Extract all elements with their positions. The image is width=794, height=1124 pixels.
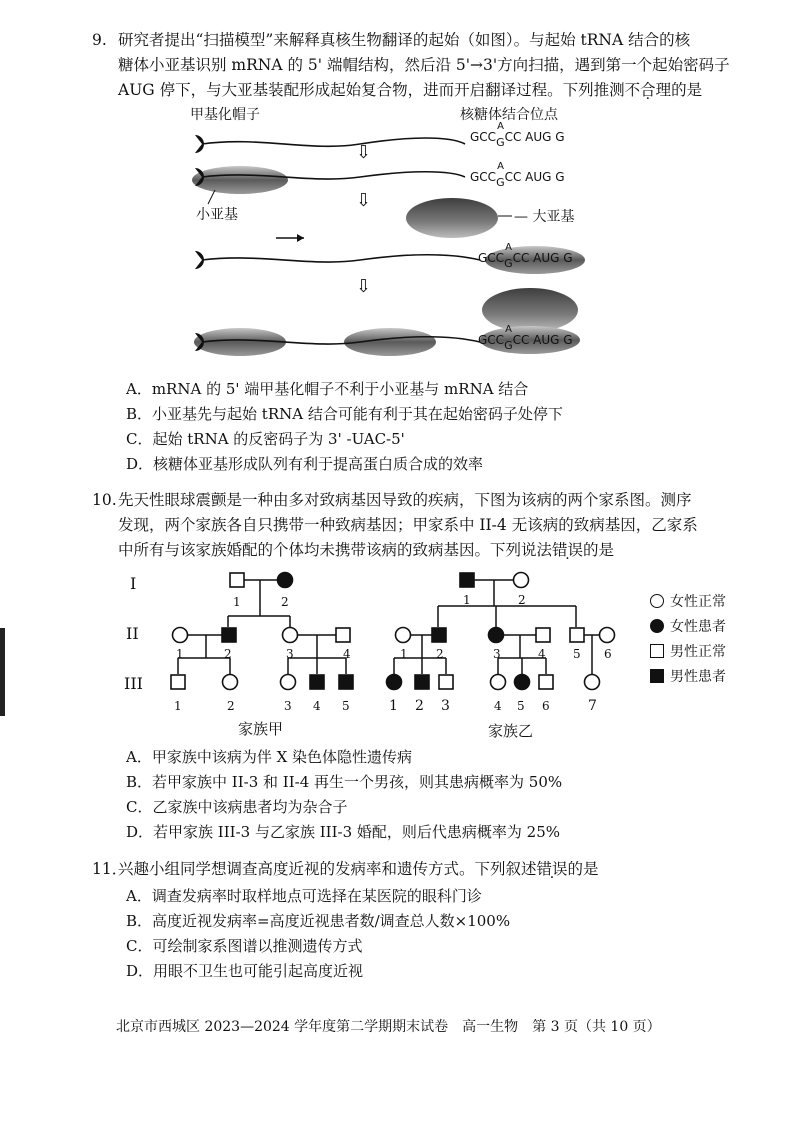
q9-option-c: C．起始 tRNA 的反密码子为 3' -UAC-5' — [126, 430, 405, 448]
svg-text:4: 4 — [343, 647, 351, 661]
step-arrow-1: ⇩ — [356, 142, 372, 163]
methyl-cap-label: 甲基化帽子 — [190, 107, 260, 123]
svg-text:1: 1 — [176, 647, 184, 661]
b-II-4-male-normal — [536, 628, 550, 642]
legend-male-normal: 男性正常 — [670, 644, 726, 660]
a-III-2-female-normal — [223, 675, 238, 690]
a-III-3-female-normal — [281, 675, 296, 690]
b-III-2-male-affected — [415, 675, 429, 689]
svg-text:4: 4 — [313, 699, 321, 713]
svg-text:2: 2 — [518, 593, 526, 607]
b-III-1-female-affected — [387, 675, 402, 690]
a-III-1-male-normal — [171, 675, 185, 689]
female-affected-icon — [650, 619, 664, 633]
question-9-line-2: 糖体小亚基识别 mRNA 的 5' 端帽结构，然后沿 5'→3'方向扫描，遇到第一个起始密码子 — [118, 56, 730, 74]
a-II-4-male-normal — [336, 628, 350, 642]
question-10-line-3: 中所有与该家族婚配的个体均未携带该病的致病基因。下列说法错误的是 — [118, 541, 615, 559]
small-subunit-label: 小亚基 — [196, 207, 238, 223]
q10-option-b: B．若甲家族中 II-3 和 II-4 再生一个男孩，则其患病概率为 50% — [126, 773, 563, 791]
svg-text:3: 3 — [286, 647, 294, 661]
a-III-5-male-affected — [339, 675, 353, 689]
mrna-strand — [202, 138, 465, 146]
b-III-6-male-normal — [539, 675, 553, 689]
svg-text:1: 1 — [463, 593, 471, 607]
svg-text:5: 5 — [573, 647, 581, 661]
svg-text:1: 1 — [389, 698, 398, 714]
question-10-number: 10. — [92, 491, 117, 509]
b-III-7-female-normal — [585, 675, 600, 690]
q11-option-d: D．用眼不卫生也可能引起高度近视 — [126, 962, 364, 980]
legend-female-affected: 女性患者 — [670, 619, 726, 635]
a-II-1-female-normal — [173, 628, 188, 643]
svg-text:3: 3 — [441, 698, 450, 714]
q10-option-c: C．乙家族中该病患者均为杂合子 — [126, 798, 348, 816]
legend-female-normal: 女性正常 — [670, 594, 726, 610]
sequence-label-row-4: GCC A GCC AUG G — [478, 324, 573, 352]
pedigree-svg — [160, 560, 640, 720]
sequence-label-row-2: GCC A GCC AUG G — [470, 161, 565, 189]
small-subunit-pointer — [208, 190, 215, 204]
a-I-1-male-normal — [230, 573, 244, 587]
svg-text:4: 4 — [494, 699, 502, 713]
svg-text:2: 2 — [224, 647, 232, 661]
b-I-1-male-affected — [460, 573, 474, 587]
question-11-line-1: 兴趣小组同学想调查高度近视的发病率和遗传方式。下列叙述错误的是 — [118, 860, 599, 878]
svg-text:1: 1 — [233, 595, 241, 609]
small-subunit-shape — [192, 166, 288, 194]
svg-text:1: 1 — [174, 699, 182, 713]
large-subunit-shape — [406, 198, 498, 238]
b-II-5-male-normal — [570, 628, 584, 642]
q11-option-b: B．高度近视发病率=高度近视患者数/调查总人数×100% — [126, 912, 511, 930]
svg-text:6: 6 — [542, 699, 550, 713]
family-b-label: 家族乙 — [488, 722, 534, 740]
svg-text:3: 3 — [284, 699, 292, 713]
svg-text:7: 7 — [588, 698, 597, 714]
b-III-5-female-affected — [515, 675, 530, 690]
svg-text:1: 1 — [400, 647, 408, 661]
q9-option-a: A．mRNA 的 5' 端甲基化帽子不利于小亚基与 mRNA 结合 — [126, 380, 529, 398]
question-10-line-1: 先天性眼球震颤是一种由多对致病基因导致的疾病，下图为该病的两个家系图。测序 — [118, 491, 692, 509]
svg-text:6: 6 — [604, 647, 612, 661]
male-normal-icon — [650, 644, 664, 658]
ribosome-binding-site-label: 核糖体结合位点 — [460, 107, 558, 123]
generation-label-3: III — [124, 674, 143, 693]
svg-text:2: 2 — [415, 698, 424, 714]
row-2-mrna — [192, 166, 465, 204]
scan-direction-arrow — [297, 234, 304, 242]
question-10-line-2: 发现，两个家族各自只携带一种致病基因；甲家系中 II-4 无该病的致病基因，乙家系 — [118, 516, 698, 534]
q10-option-a: A．甲家族中该病为伴 X 染色体隐性遗传病 — [126, 748, 413, 766]
page-footer: 北京市西城区 2023—2024 学年度第二学期期末试卷 高一生物 第 3 页（共 10 页） — [116, 1019, 661, 1035]
question-11-number: 11． — [92, 860, 128, 878]
b-III-4-female-normal — [491, 675, 506, 690]
mrna-strand — [202, 255, 480, 262]
female-normal-icon — [650, 594, 664, 608]
question-11-emphasis: 错误 — [536, 860, 568, 878]
a-I-2-female-affected — [278, 573, 293, 588]
question-9-line-3 — [118, 78, 702, 102]
legend-male-affected: 男性患者 — [670, 669, 726, 685]
sequence-label-row-3: GCC A GCC AUG G — [478, 242, 573, 270]
step-arrow-3: ⇩ — [356, 276, 372, 297]
b-II-1-female-normal — [396, 628, 411, 643]
generation-label-2: II — [126, 624, 139, 643]
a-III-4-male-affected — [310, 675, 324, 689]
svg-text:2: 2 — [436, 647, 444, 661]
svg-text:5: 5 — [517, 699, 525, 713]
generation-label-1: I — [130, 574, 137, 593]
q10-option-d: D．若甲家族 III-3 与乙家族 III-3 婚配，则后代患病概率为 25% — [126, 823, 560, 841]
family-a-label: 家族甲 — [238, 720, 284, 738]
step-arrow-2: ⇩ — [356, 190, 372, 211]
svg-text:2: 2 — [227, 699, 235, 713]
svg-text:3: 3 — [493, 647, 501, 661]
question-9-line-3-text: AUG 停下，与大亚基装配形成起始复合物，进而开启翻译过程。下列推测 — [118, 81, 625, 99]
q9-option-b: B．小亚基先与起始 tRNA 结合可能有利于其在起始密码子处停下 — [126, 405, 563, 423]
b-II-3-female-affected — [489, 628, 504, 643]
svg-text:2: 2 — [281, 595, 289, 609]
row-1-mrna — [195, 135, 465, 153]
sequence-label-row-1: GCC A GCC AUG G — [470, 121, 565, 149]
q11-option-a: A．调查发病率时取样地点可选择在某医院的眼科门诊 — [126, 887, 482, 905]
question-9-line-3-tail: 的是 — [671, 81, 703, 99]
b-I-2-female-normal — [514, 573, 529, 588]
male-affected-icon — [650, 669, 664, 683]
a-II-3-female-normal — [283, 628, 298, 643]
question-9-line-1: 研究者提出“扫描模型”来解释真核生物翻译的起始（如图）。与起始 tRNA 结合的核 — [118, 31, 691, 49]
large-subunit-label: — 大亚基 — [514, 209, 575, 225]
svg-text:5: 5 — [342, 699, 350, 713]
question-10-emphasis: 错误 — [552, 541, 584, 559]
b-III-3-male-normal — [439, 675, 453, 689]
q9-option-d: D．核糖体亚基形成队列有利于提高蛋白质合成的效率 — [126, 455, 484, 473]
a-II-2-male-affected — [222, 628, 236, 642]
b-II-6-female-normal — [600, 628, 615, 643]
question-9-number: 9. — [92, 31, 107, 49]
svg-text:4: 4 — [538, 647, 546, 661]
question-9-emphasis: 不合理 — [624, 81, 672, 99]
q11-option-c: C．可绘制家系图谱以推测遗传方式 — [126, 937, 363, 955]
b-II-2-male-affected — [432, 628, 446, 642]
scan-edge-mark — [0, 628, 5, 716]
